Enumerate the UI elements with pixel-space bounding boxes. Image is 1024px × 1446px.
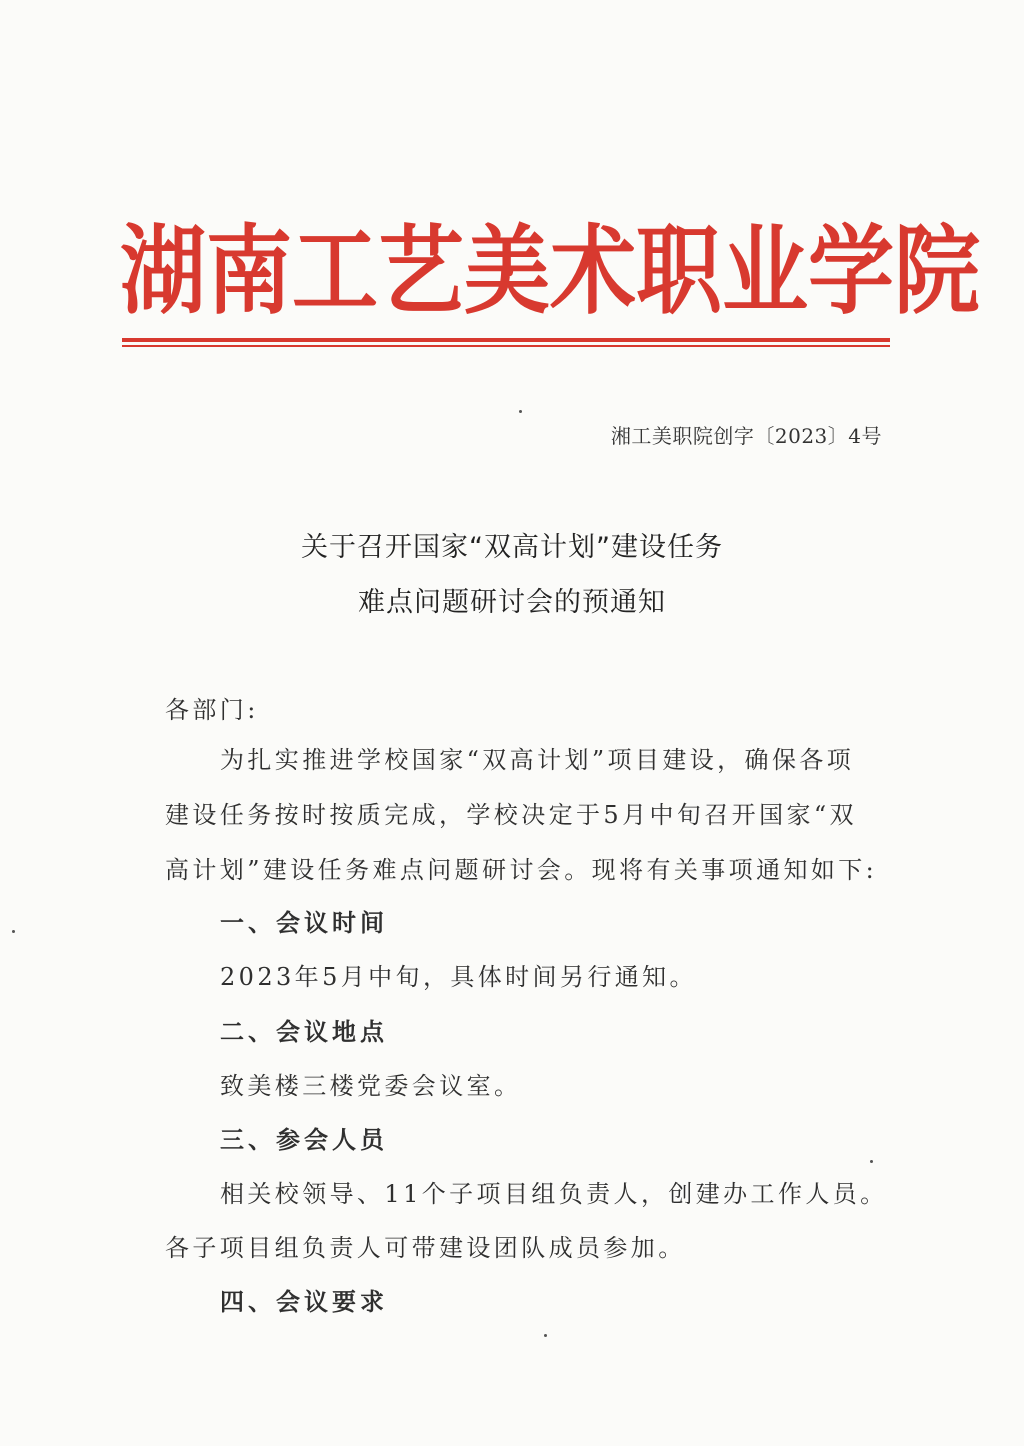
document-title-line-2: 难点问题研讨会的预通知 (358, 587, 666, 618)
masthead-school-name (120, 212, 980, 332)
section-text-attendees: 各子项目组负责人可带建设团队成员参加。 (165, 1234, 686, 1262)
salutation: 各部门: (165, 696, 259, 724)
masthead-char: 湖 (120, 214, 206, 328)
paper-speck (519, 410, 522, 413)
masthead-char: 院 (894, 214, 980, 328)
intro-paragraph-line: 高计划”建设任务难点问题研讨会。现将有关事项通知如下: (165, 856, 878, 884)
masthead-char: 工 (292, 214, 378, 328)
section-heading-meeting-place: 二、会议地点 (220, 1018, 388, 1046)
document-title-line-1: 关于召开国家“双高计划”建设任务 (301, 532, 723, 563)
masthead-char: 艺 (378, 214, 464, 328)
masthead-char: 业 (722, 214, 808, 328)
masthead-char: 职 (636, 214, 722, 328)
section-heading-requirements: 四、会议要求 (220, 1288, 388, 1316)
masthead-red-rule-thin (122, 345, 890, 347)
document-number: 湘工美职院创字〔2023〕4号 (610, 424, 882, 448)
masthead-char: 学 (808, 214, 894, 328)
section-text-attendees: 相关校领导、11个子项目组负责人，创建办工作人员。 (220, 1180, 888, 1208)
masthead-char: 美 (464, 214, 550, 328)
masthead-char: 术 (550, 214, 636, 328)
paper-speck (12, 930, 15, 933)
intro-paragraph-line: 建设任务按时按质完成，学校决定于5月中旬召开国家“双 (165, 801, 857, 829)
masthead-red-rule (122, 338, 890, 342)
masthead-char: 南 (206, 214, 292, 328)
intro-paragraph-line: 为扎实推进学校国家“双高计划”项目建设，确保各项 (220, 746, 855, 774)
section-text-meeting-time: 2023年5月中旬，具体时间另行通知。 (220, 963, 697, 991)
section-heading-attendees: 三、参会人员 (220, 1126, 388, 1154)
paper-speck (544, 1334, 547, 1337)
section-heading-meeting-time: 一、会议时间 (220, 909, 388, 937)
section-text-meeting-place: 致美楼三楼党委会议室。 (220, 1072, 522, 1100)
paper-speck (870, 1160, 873, 1163)
